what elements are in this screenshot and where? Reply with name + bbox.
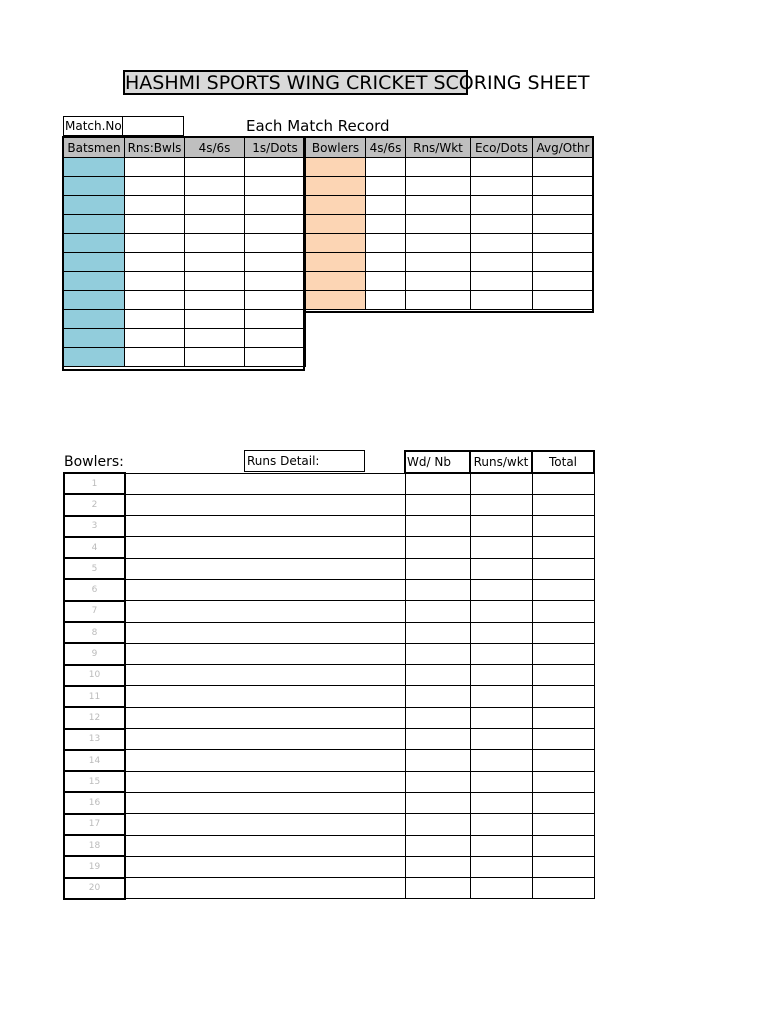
overs-header-row (64, 451, 594, 473)
match-number-label: Match.No (63, 116, 123, 136)
header-runs-wkt: Runs/wkt (470, 451, 532, 473)
over-total-cell[interactable] (532, 878, 594, 899)
batsman-stat-cell[interactable] (185, 196, 245, 215)
batsman-stat-cell[interactable] (125, 234, 185, 253)
over-number-cell: 20 (64, 878, 125, 899)
over-runs-detail-cell[interactable] (125, 643, 405, 664)
batsman-stat-cell[interactable] (125, 215, 185, 234)
bowler-stat-cell[interactable] (366, 272, 406, 291)
over-number-cell: 10 (64, 665, 125, 686)
bowler-stat-cell[interactable] (471, 291, 533, 310)
over-runs-detail-cell[interactable] (125, 665, 405, 686)
over-wd-nb-cell[interactable] (405, 750, 470, 771)
bowler-name-cell[interactable] (306, 196, 366, 215)
over-number-cell: 16 (64, 792, 125, 813)
batsman-stat-cell[interactable] (185, 310, 245, 329)
over-row (64, 792, 594, 813)
batsman-row (64, 215, 306, 234)
over-number-cell: 13 (64, 729, 125, 750)
batsman-stat-cell[interactable] (125, 310, 185, 329)
batsman-row (64, 329, 306, 348)
over-wd-nb-cell[interactable] (405, 558, 470, 579)
over-number-cell: 2 (64, 494, 125, 515)
over-total-cell[interactable] (532, 643, 594, 664)
over-runs-wkt-cell[interactable] (470, 750, 532, 771)
over-row (64, 579, 594, 600)
over-wd-nb-cell[interactable] (405, 686, 470, 707)
over-runs-detail-cell[interactable] (125, 856, 405, 877)
bowler-stat-cell[interactable] (406, 291, 471, 310)
batsman-stat-cell[interactable] (125, 196, 185, 215)
batsman-name-cell[interactable] (64, 234, 125, 253)
over-runs-detail-cell[interactable] (125, 814, 405, 835)
bowler-stat-cell[interactable] (366, 215, 406, 234)
bowler-stat-cell[interactable] (471, 215, 533, 234)
bowler-row (306, 272, 594, 291)
over-runs-wkt-cell[interactable] (470, 579, 532, 600)
batsman-stat-cell[interactable] (245, 310, 306, 329)
bowler-name-cell[interactable] (306, 215, 366, 234)
batsmen-header-row (64, 138, 306, 158)
batsman-row (64, 348, 306, 367)
over-row (64, 622, 594, 643)
batsman-name-cell[interactable] (64, 272, 125, 291)
batsman-name-cell[interactable] (64, 348, 125, 367)
over-runs-detail-cell[interactable] (125, 771, 405, 792)
over-runs-detail-cell[interactable] (125, 878, 405, 899)
overs-table (63, 450, 595, 900)
over-wd-nb-cell[interactable] (405, 537, 470, 558)
over-wd-nb-cell[interactable] (405, 622, 470, 643)
batsman-row (64, 272, 306, 291)
over-number-cell: 17 (64, 814, 125, 835)
over-number-cell: 19 (64, 856, 125, 877)
over-total-cell[interactable] (532, 601, 594, 622)
over-runs-detail-cell[interactable] (125, 835, 405, 856)
over-runs-wkt-cell[interactable] (470, 516, 532, 537)
over-total-cell[interactable] (532, 707, 594, 728)
batsman-stat-cell[interactable] (245, 196, 306, 215)
over-row (64, 686, 594, 707)
over-runs-wkt-cell[interactable] (470, 558, 532, 579)
over-total-cell[interactable] (532, 750, 594, 771)
over-total-cell[interactable] (532, 622, 594, 643)
batsman-stat-cell[interactable] (125, 329, 185, 348)
over-number-cell: 15 (64, 771, 125, 792)
over-runs-wkt-cell[interactable] (470, 856, 532, 877)
over-total-cell[interactable] (532, 686, 594, 707)
over-wd-nb-cell[interactable] (405, 601, 470, 622)
bowler-stat-cell[interactable] (406, 215, 471, 234)
over-wd-nb-cell[interactable] (405, 665, 470, 686)
batsman-stat-cell[interactable] (185, 253, 245, 272)
batsman-stat-cell[interactable] (185, 272, 245, 291)
batsman-name-cell[interactable] (64, 329, 125, 348)
batsman-stat-cell[interactable] (245, 348, 306, 367)
over-runs-detail-cell[interactable] (125, 792, 405, 813)
over-runs-detail-cell[interactable] (125, 622, 405, 643)
batsman-row (64, 196, 306, 215)
header-bowl-4s-6s: 4s/6s (366, 138, 406, 158)
header-avg-othr: Avg/Othr (533, 138, 594, 158)
over-wd-nb-cell[interactable] (405, 643, 470, 664)
batsman-name-cell[interactable] (64, 253, 125, 272)
bowler-name-cell[interactable] (306, 291, 366, 310)
over-wd-nb-cell[interactable] (405, 856, 470, 877)
batsman-name-cell[interactable] (64, 291, 125, 310)
bowler-stat-cell[interactable] (366, 158, 406, 177)
batsman-stat-cell[interactable] (245, 234, 306, 253)
bowlers-table (305, 137, 594, 310)
bowler-stat-cell[interactable] (533, 234, 594, 253)
over-runs-wkt-cell[interactable] (470, 601, 532, 622)
header-4s-6s: 4s/6s (185, 138, 245, 158)
bowler-stat-cell[interactable] (533, 272, 594, 291)
over-number-cell: 4 (64, 537, 125, 558)
over-runs-wkt-cell[interactable] (470, 835, 532, 856)
over-runs-wkt-cell[interactable] (470, 771, 532, 792)
over-row (64, 750, 594, 771)
each-match-record-heading: Each Match Record (246, 117, 390, 135)
batsman-stat-cell[interactable] (125, 291, 185, 310)
bowlers-header-row (306, 138, 594, 158)
over-row (64, 473, 594, 494)
over-row (64, 729, 594, 750)
over-wd-nb-cell[interactable] (405, 878, 470, 899)
runs-detail-label: Runs Detail: (244, 450, 365, 472)
bowler-stat-cell[interactable] (406, 177, 471, 196)
over-wd-nb-cell[interactable] (405, 473, 470, 494)
over-total-cell[interactable] (532, 558, 594, 579)
over-number-cell: 12 (64, 707, 125, 728)
over-total-cell[interactable] (532, 814, 594, 835)
over-row (64, 878, 594, 899)
bowler-name-cell[interactable] (306, 272, 366, 291)
batsman-stat-cell[interactable] (185, 177, 245, 196)
batsman-stat-cell[interactable] (185, 234, 245, 253)
bowler-stat-cell[interactable] (406, 253, 471, 272)
batsman-name-cell[interactable] (64, 158, 125, 177)
over-row (64, 707, 594, 728)
batsman-stat-cell[interactable] (185, 348, 245, 367)
over-runs-detail-cell[interactable] (125, 579, 405, 600)
bowler-stat-cell[interactable] (406, 158, 471, 177)
over-runs-detail-cell[interactable] (125, 473, 405, 494)
over-row (64, 814, 594, 835)
over-row (64, 494, 594, 515)
bowler-stat-cell[interactable] (533, 158, 594, 177)
sheet-title: HASHMI SPORTS WING CRICKET SCORING SHEET (125, 72, 590, 94)
header-eco-dots: Eco/Dots (471, 138, 533, 158)
bowler-stat-cell[interactable] (533, 177, 594, 196)
bowler-row (306, 291, 594, 310)
over-wd-nb-cell[interactable] (405, 729, 470, 750)
over-wd-nb-cell[interactable] (405, 835, 470, 856)
over-runs-wkt-cell[interactable] (470, 473, 532, 494)
over-number-cell: 11 (64, 686, 125, 707)
bowler-stat-cell[interactable] (366, 234, 406, 253)
batsman-row (64, 158, 306, 177)
over-row (64, 643, 594, 664)
bowler-row (306, 158, 594, 177)
over-total-cell[interactable] (532, 835, 594, 856)
over-number-cell: 9 (64, 643, 125, 664)
over-runs-detail-cell[interactable] (125, 707, 405, 728)
batsman-stat-cell[interactable] (245, 177, 306, 196)
bowler-stat-cell[interactable] (471, 196, 533, 215)
batsman-row (64, 234, 306, 253)
over-runs-detail-cell[interactable] (125, 516, 405, 537)
header-rns-bwls: Rns:Bwls (125, 138, 185, 158)
over-runs-wkt-cell[interactable] (470, 643, 532, 664)
over-total-cell[interactable] (532, 579, 594, 600)
over-total-cell[interactable] (532, 537, 594, 558)
bowler-stat-cell[interactable] (406, 234, 471, 253)
bowler-stat-cell[interactable] (533, 253, 594, 272)
over-number-cell: 5 (64, 558, 125, 579)
over-row (64, 537, 594, 558)
bowler-stat-cell[interactable] (533, 196, 594, 215)
batsman-name-cell[interactable] (64, 196, 125, 215)
over-wd-nb-cell[interactable] (405, 516, 470, 537)
batsman-stat-cell[interactable] (185, 158, 245, 177)
over-total-cell[interactable] (532, 856, 594, 877)
bowler-stat-cell[interactable] (533, 215, 594, 234)
bowler-stat-cell[interactable] (533, 291, 594, 310)
match-number-input[interactable] (123, 116, 184, 136)
batsman-stat-cell[interactable] (185, 291, 245, 310)
over-total-cell[interactable] (532, 494, 594, 515)
over-runs-detail-cell[interactable] (125, 729, 405, 750)
bowler-name-cell[interactable] (306, 177, 366, 196)
header-rns-wkt: Rns/Wkt (406, 138, 471, 158)
over-total-cell[interactable] (532, 792, 594, 813)
bowler-stat-cell[interactable] (366, 253, 406, 272)
bowler-name-cell[interactable] (306, 253, 366, 272)
over-runs-detail-cell[interactable] (125, 537, 405, 558)
batsman-stat-cell[interactable] (245, 253, 306, 272)
over-number-cell: 1 (64, 473, 125, 494)
over-row (64, 771, 594, 792)
over-runs-wkt-cell[interactable] (470, 686, 532, 707)
batsman-stat-cell[interactable] (125, 272, 185, 291)
batsman-stat-cell[interactable] (245, 291, 306, 310)
over-runs-wkt-cell[interactable] (470, 707, 532, 728)
batsman-stat-cell[interactable] (125, 253, 185, 272)
header-1s-dots: 1s/Dots (245, 138, 306, 158)
over-runs-wkt-cell[interactable] (470, 814, 532, 835)
batsman-stat-cell[interactable] (125, 348, 185, 367)
over-wd-nb-cell[interactable] (405, 707, 470, 728)
batsman-row (64, 310, 306, 329)
header-total: Total (532, 451, 594, 473)
over-number-cell: 6 (64, 579, 125, 600)
batsman-row (64, 177, 306, 196)
bowler-stat-cell[interactable] (366, 177, 406, 196)
batsman-stat-cell[interactable] (245, 158, 306, 177)
over-runs-detail-cell[interactable] (125, 686, 405, 707)
bowler-row (306, 234, 594, 253)
bowler-stat-cell[interactable] (471, 253, 533, 272)
over-total-cell[interactable] (532, 665, 594, 686)
bowler-stat-cell[interactable] (471, 158, 533, 177)
over-wd-nb-cell[interactable] (405, 771, 470, 792)
over-number-cell: 18 (64, 835, 125, 856)
over-runs-wkt-cell[interactable] (470, 622, 532, 643)
over-runs-wkt-cell[interactable] (470, 729, 532, 750)
batsman-stat-cell[interactable] (185, 329, 245, 348)
batsman-stat-cell[interactable] (185, 215, 245, 234)
batsman-stat-cell[interactable] (125, 158, 185, 177)
bowler-stat-cell[interactable] (406, 272, 471, 291)
batsman-stat-cell[interactable] (245, 272, 306, 291)
bowler-name-cell[interactable] (306, 158, 366, 177)
bowler-row (306, 196, 594, 215)
batsman-stat-cell[interactable] (125, 177, 185, 196)
over-row (64, 835, 594, 856)
over-total-cell[interactable] (532, 771, 594, 792)
bowler-stat-cell[interactable] (406, 196, 471, 215)
bowler-stat-cell[interactable] (366, 196, 406, 215)
over-number-cell: 14 (64, 750, 125, 771)
batsman-row (64, 253, 306, 272)
over-row (64, 558, 594, 579)
over-runs-wkt-cell[interactable] (470, 878, 532, 899)
batsman-name-cell[interactable] (64, 310, 125, 329)
header-batsmen: Batsmen (64, 138, 125, 158)
over-runs-detail-cell[interactable] (125, 494, 405, 515)
header-wd-nb: Wd/ Nb (405, 451, 470, 473)
over-number-cell: 3 (64, 516, 125, 537)
over-runs-wkt-cell[interactable] (470, 494, 532, 515)
over-runs-detail-cell[interactable] (125, 750, 405, 771)
batsman-stat-cell[interactable] (245, 215, 306, 234)
bowler-stat-cell[interactable] (471, 272, 533, 291)
over-number-cell: 8 (64, 622, 125, 643)
bowler-stat-cell[interactable] (471, 234, 533, 253)
over-runs-wkt-cell[interactable] (470, 792, 532, 813)
batsmen-table (63, 137, 306, 367)
bowler-row (306, 215, 594, 234)
over-wd-nb-cell[interactable] (405, 494, 470, 515)
over-wd-nb-cell[interactable] (405, 792, 470, 813)
over-row (64, 856, 594, 877)
over-row (64, 516, 594, 537)
over-total-cell[interactable] (532, 729, 594, 750)
batsman-stat-cell[interactable] (245, 329, 306, 348)
batsman-row (64, 291, 306, 310)
over-row (64, 665, 594, 686)
over-runs-detail-cell[interactable] (125, 558, 405, 579)
over-runs-detail-cell[interactable] (125, 601, 405, 622)
batsman-name-cell[interactable] (64, 177, 125, 196)
bowler-stat-cell[interactable] (366, 291, 406, 310)
over-total-cell[interactable] (532, 516, 594, 537)
batsman-name-cell[interactable] (64, 215, 125, 234)
bowler-stat-cell[interactable] (471, 177, 533, 196)
bowlers-section-label: Bowlers: (64, 454, 124, 470)
over-row (64, 601, 594, 622)
header-bowlers: Bowlers (306, 138, 366, 158)
over-runs-wkt-cell[interactable] (470, 665, 532, 686)
bowler-row (306, 177, 594, 196)
over-runs-wkt-cell[interactable] (470, 537, 532, 558)
over-wd-nb-cell[interactable] (405, 579, 470, 600)
bowler-row (306, 253, 594, 272)
over-number-cell: 7 (64, 601, 125, 622)
over-wd-nb-cell[interactable] (405, 814, 470, 835)
over-total-cell[interactable] (532, 473, 594, 494)
bowler-name-cell[interactable] (306, 234, 366, 253)
